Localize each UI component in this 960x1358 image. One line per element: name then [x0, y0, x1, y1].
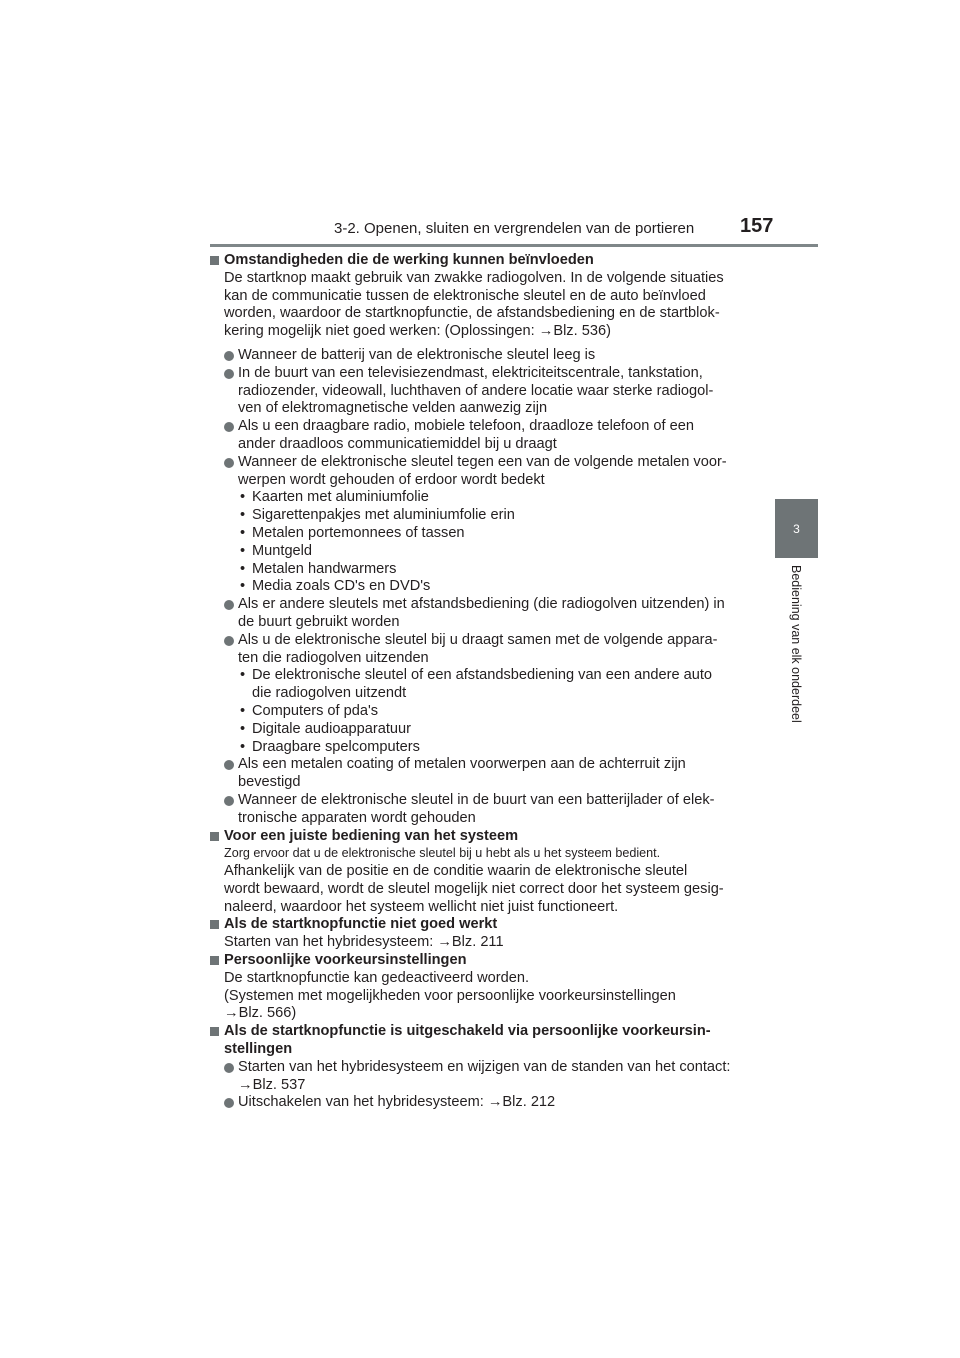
page-number: 157 — [740, 215, 774, 237]
bullet-item — [210, 632, 750, 668]
sub-item-line: Computers of pda's — [252, 702, 379, 719]
paragraph-line: Afhankelijk van de positie en de conditie waarin de elektronische sleutel — [224, 863, 688, 880]
sub-item-line: Metalen handwarmers — [252, 560, 397, 577]
section-title: Als de startknopfunctie niet goed werkt — [224, 916, 498, 933]
section-paragraph — [224, 863, 750, 916]
section-title-line: stellingen — [224, 1041, 293, 1058]
sub-bullet-icon: • — [240, 702, 246, 719]
bullet-circle-icon — [224, 1063, 234, 1073]
sub-item-line: Media zoals CD's en DVD's — [252, 578, 431, 595]
bullet-line: radiozender, videowall, luchthaven of andere locatie waar sterke radiogol- — [238, 382, 714, 399]
paragraph-line: Starten van het hybridesysteem: →Blz. 211 — [224, 934, 504, 951]
bullet-line: →Blz. 537 — [238, 1076, 306, 1093]
bullet-circle-icon — [224, 351, 234, 361]
sub-item — [210, 561, 750, 579]
bullet-line: de buurt gebruikt worden — [238, 613, 400, 630]
sub-bullet-icon: • — [240, 578, 246, 595]
section-omstandigheden — [210, 252, 750, 341]
sub-item — [210, 489, 750, 507]
sub-bullet-icon: • — [240, 524, 246, 541]
sub-item — [210, 507, 750, 525]
bullet-item — [210, 454, 750, 490]
paragraph-line: worden, waardoor de startknopfunctie, de afstandsbediening en de startblok- — [224, 305, 720, 322]
section-small-line: Zorg ervoor dat u de elektronische sleutel bij u hebt als u het systeem bedient. — [224, 846, 661, 861]
bullet-item — [210, 365, 750, 418]
section-juiste-bediening — [210, 828, 750, 917]
sub-item-line: Muntgeld — [252, 542, 313, 559]
sub-item-line: die radiogolven uitzendt — [252, 685, 407, 702]
sub-item-line: Kaarten met aluminiumfolie — [252, 489, 429, 506]
section-paragraph — [224, 934, 750, 952]
section-paragraph — [224, 970, 750, 1023]
bullet-item — [210, 1059, 750, 1095]
bullet-line: bevestigd — [238, 774, 301, 791]
section-title: Persoonlijke voorkeursinstellingen — [224, 952, 467, 969]
bullet-line: werpen wordt gehouden of erdoor wordt bedekt — [238, 471, 545, 488]
sub-bullet-icon: • — [240, 738, 246, 755]
chapter-label: Bediening van elk onderdeel — [789, 565, 803, 723]
bullet-line: Wanneer de elektronische sleutel tegen een van de volgende metalen voor- — [238, 453, 727, 470]
bullet-item — [210, 347, 750, 365]
section-square-icon — [210, 1027, 219, 1036]
paragraph-line: naleerd, waardoor het systeem wellicht niet juist functioneert. — [224, 898, 619, 915]
sub-item-line: Draagbare spelcomputers — [252, 738, 420, 755]
bullet-circle-icon — [224, 422, 234, 432]
sub-bullet-icon: • — [240, 667, 246, 684]
bullet-circle-icon — [224, 760, 234, 770]
bullet-line: ten die radiogolven uitzenden — [238, 649, 429, 666]
bullet-circle-icon — [224, 458, 234, 468]
bullet-line: ander draadloos communicatiemiddel bij u draagt — [238, 435, 557, 452]
sub-item — [210, 739, 750, 757]
sub-item — [210, 703, 750, 721]
bullet-item — [210, 596, 750, 632]
header-title: 3-2. Openen, sluiten en vergrendelen van de portieren — [334, 220, 695, 237]
bullet-line: Wanneer de elektronische sleutel in de buurt van een batterijlader of elek- — [238, 791, 715, 808]
paragraph-line: (Systemen met mogelijkheden voor persoonlijke voorkeursinstellingen — [224, 987, 676, 1004]
section-persoonlijke-voorkeur — [210, 952, 750, 1023]
sub-item — [210, 667, 750, 703]
bullet-item — [210, 418, 750, 454]
paragraph-line: →Blz. 566) — [224, 1005, 297, 1022]
paragraph-line: De startknop maakt gebruik van zwakke radiogolven. In de volgende situaties — [224, 269, 724, 286]
section-title — [224, 1023, 750, 1059]
bullet-line: Wanneer de batterij van de elektronische sleutel leeg is — [238, 346, 596, 363]
sub-bullet-icon: • — [240, 720, 246, 737]
section-title-line: Als de startknopfunctie is uitgeschakeld via persoonlijke voorkeursin- — [224, 1023, 711, 1040]
bullet-line: Uitschakelen van het hybridesysteem: →Blz. 212 — [238, 1094, 556, 1111]
bullet-line: Als u een draagbare radio, mobiele telefoon, draadloze telefoon of een — [238, 418, 694, 435]
sub-item — [210, 543, 750, 561]
paragraph-line: kan de communicatie tussen de elektronische sleutel en de auto beïnvloed — [224, 287, 706, 304]
section-startknop-niet-goed — [210, 916, 750, 952]
bullet-circle-icon — [224, 1098, 234, 1108]
bullet-item — [210, 792, 750, 828]
section-square-icon — [210, 956, 219, 965]
sub-item — [210, 525, 750, 543]
section-square-icon — [210, 256, 219, 265]
sub-bullet-icon: • — [240, 489, 246, 506]
sub-item — [210, 721, 750, 739]
header-rule — [210, 244, 818, 247]
section-title: Voor een juiste bediening van het systeem — [224, 827, 519, 844]
chapter-tab: 3 — [775, 499, 818, 558]
bullet-line: Als er andere sleutels met afstandsbediening (die radiogolven uitzenden) in — [238, 596, 725, 613]
sub-item-line: Metalen portemonnees of tassen — [252, 524, 465, 541]
sub-bullet-icon: • — [240, 542, 246, 559]
bullet-item — [210, 1094, 750, 1112]
paragraph-line: wordt bewaard, wordt de sleutel mogelijk niet correct door het systeem gesig- — [224, 880, 724, 897]
section-title: Omstandigheden die de werking kunnen beïnvloeden — [224, 252, 594, 268]
sub-bullet-icon: • — [240, 507, 246, 524]
paragraph-line: De startknopfunctie kan gedeactiveerd worden. — [224, 969, 530, 986]
bullet-circle-icon — [224, 636, 234, 646]
bullet-circle-icon — [224, 796, 234, 806]
sub-item — [210, 578, 750, 596]
sub-item-line: Digitale audioapparatuur — [252, 720, 412, 737]
bullet-line: Starten van het hybridesysteem en wijzigen van de standen van het contact: — [238, 1058, 731, 1075]
bullet-line: In de buurt van een televisiezendmast, elektriciteitscentrale, tankstation, — [238, 364, 703, 381]
section-paragraph — [224, 270, 750, 341]
bullet-line: Als u de elektronische sleutel bij u draagt samen met de volgende appara- — [238, 631, 718, 648]
sub-bullet-icon: • — [240, 560, 246, 577]
bullet-circle-icon — [224, 369, 234, 379]
section-uitgeschakeld — [210, 1023, 750, 1059]
paragraph-line: kering mogelijk niet goed werken: (Oplossingen: →Blz. 536) — [224, 323, 611, 340]
bullet-item — [210, 756, 750, 792]
sub-item-line: De elektronische sleutel of een afstandsbediening van een andere auto — [252, 667, 713, 684]
section-square-icon — [210, 832, 219, 841]
sub-item-line: Sigarettenpakjes met aluminiumfolie erin — [252, 507, 515, 524]
bullet-line: tronische apparaten wordt gehouden — [238, 809, 476, 826]
page-content — [210, 252, 750, 1112]
bullet-line: ven of elektromagnetische velden aanwezig zijn — [238, 400, 548, 417]
bullet-circle-icon — [224, 600, 234, 610]
bullet-line: Als een metalen coating of metalen voorwerpen aan de achterruit zijn — [238, 756, 686, 773]
section-square-icon — [210, 920, 219, 929]
